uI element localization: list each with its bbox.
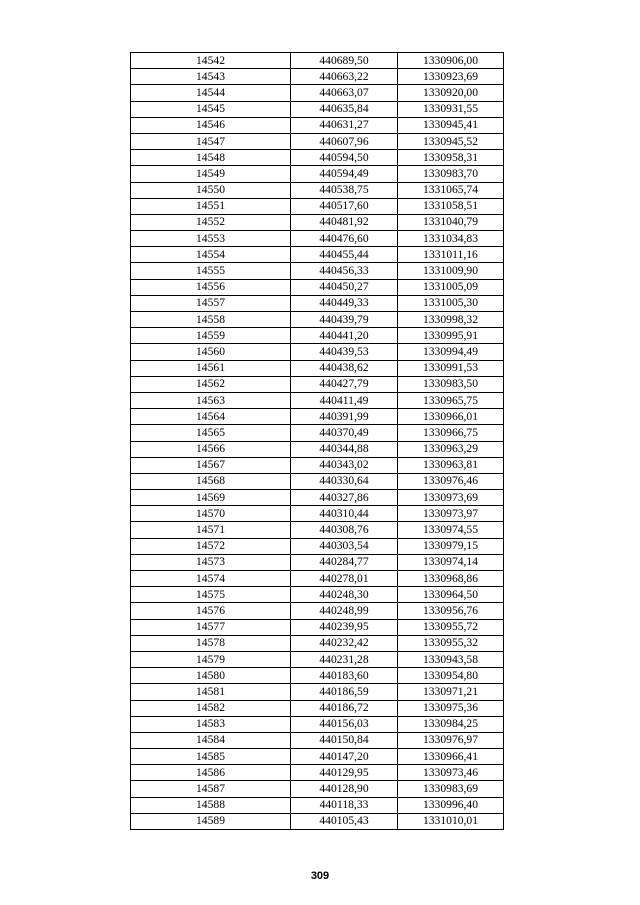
table-row	[131, 392, 504, 408]
table-row	[131, 700, 504, 716]
x-coordinate-cell: 440278,01	[291, 571, 398, 587]
x-coordinate-cell: 440439,79	[291, 312, 398, 328]
point-id-cell: 14581	[131, 684, 291, 700]
y-coordinate-cell: 1330945,52	[398, 133, 504, 149]
table-row	[131, 182, 504, 198]
y-coordinate-cell: 1331011,16	[398, 247, 504, 263]
table-row	[131, 651, 504, 667]
point-id-cell: 14569	[131, 490, 291, 506]
table-row	[131, 732, 504, 748]
point-id-cell: 14583	[131, 716, 291, 732]
coordinates-table	[130, 52, 504, 830]
x-coordinate-cell: 440248,30	[291, 587, 398, 603]
point-id-cell: 14562	[131, 376, 291, 392]
point-id-cell: 14560	[131, 344, 291, 360]
y-coordinate-cell: 1330943,58	[398, 651, 504, 667]
y-coordinate-cell: 1330920,00	[398, 85, 504, 101]
x-coordinate-cell: 440284,77	[291, 554, 398, 570]
x-coordinate-cell: 440186,72	[291, 700, 398, 716]
y-coordinate-cell: 1330998,32	[398, 312, 504, 328]
table-row	[131, 668, 504, 684]
table-row	[131, 716, 504, 732]
x-coordinate-cell: 440330,64	[291, 473, 398, 489]
table-row	[131, 85, 504, 101]
table-row	[131, 295, 504, 311]
x-coordinate-cell: 440449,33	[291, 295, 398, 311]
x-coordinate-cell: 440438,62	[291, 360, 398, 376]
x-coordinate-cell: 440231,28	[291, 651, 398, 667]
x-coordinate-cell: 440455,44	[291, 247, 398, 263]
table-row	[131, 490, 504, 506]
table-row	[131, 684, 504, 700]
table-row	[131, 53, 504, 69]
point-id-cell: 14550	[131, 182, 291, 198]
point-id-cell: 14579	[131, 651, 291, 667]
y-coordinate-cell: 1330974,55	[398, 522, 504, 538]
table-row	[131, 749, 504, 765]
point-id-cell: 14561	[131, 360, 291, 376]
y-coordinate-cell: 1330923,69	[398, 69, 504, 85]
table-row	[131, 263, 504, 279]
x-coordinate-cell: 440594,49	[291, 166, 398, 182]
table-row	[131, 554, 504, 570]
x-coordinate-cell: 440411,49	[291, 392, 398, 408]
y-coordinate-cell: 1330991,53	[398, 360, 504, 376]
point-id-cell: 14586	[131, 765, 291, 781]
point-id-cell: 14577	[131, 619, 291, 635]
point-id-cell: 14578	[131, 635, 291, 651]
y-coordinate-cell: 1330958,31	[398, 150, 504, 166]
table-row	[131, 247, 504, 263]
x-coordinate-cell: 440232,42	[291, 635, 398, 651]
y-coordinate-cell: 1330964,50	[398, 587, 504, 603]
point-id-cell: 14588	[131, 797, 291, 813]
table-row	[131, 117, 504, 133]
point-id-cell: 14575	[131, 587, 291, 603]
point-id-cell: 14565	[131, 425, 291, 441]
y-coordinate-cell: 1331065,74	[398, 182, 504, 198]
x-coordinate-cell: 440427,79	[291, 376, 398, 392]
y-coordinate-cell: 1331034,83	[398, 231, 504, 247]
y-coordinate-cell: 1330976,97	[398, 732, 504, 748]
point-id-cell: 14589	[131, 813, 291, 829]
x-coordinate-cell: 440663,07	[291, 85, 398, 101]
y-coordinate-cell: 1330973,46	[398, 765, 504, 781]
y-coordinate-cell: 1330965,75	[398, 392, 504, 408]
table-row	[131, 603, 504, 619]
y-coordinate-cell: 1330984,25	[398, 716, 504, 732]
table-row	[131, 457, 504, 473]
y-coordinate-cell: 1330994,49	[398, 344, 504, 360]
x-coordinate-cell: 440156,03	[291, 716, 398, 732]
y-coordinate-cell: 1330983,69	[398, 781, 504, 797]
y-coordinate-cell: 1330983,70	[398, 166, 504, 182]
table-row	[131, 101, 504, 117]
x-coordinate-cell: 440439,53	[291, 344, 398, 360]
table-row	[131, 781, 504, 797]
coordinates-table-body	[131, 53, 504, 830]
x-coordinate-cell: 440308,76	[291, 522, 398, 538]
y-coordinate-cell: 1330975,36	[398, 700, 504, 716]
table-row	[131, 797, 504, 813]
point-id-cell: 14552	[131, 214, 291, 230]
x-coordinate-cell: 440663,22	[291, 69, 398, 85]
x-coordinate-cell: 440631,27	[291, 117, 398, 133]
table-row	[131, 69, 504, 85]
table-row	[131, 587, 504, 603]
table-row	[131, 166, 504, 182]
x-coordinate-cell: 440327,86	[291, 490, 398, 506]
point-id-cell: 14558	[131, 312, 291, 328]
x-coordinate-cell: 440607,96	[291, 133, 398, 149]
table-row	[131, 409, 504, 425]
y-coordinate-cell: 1331009,90	[398, 263, 504, 279]
table-row	[131, 571, 504, 587]
table-row	[131, 328, 504, 344]
y-coordinate-cell: 1330971,21	[398, 684, 504, 700]
table-row	[131, 231, 504, 247]
point-id-cell: 14584	[131, 732, 291, 748]
x-coordinate-cell: 440481,92	[291, 214, 398, 230]
point-id-cell: 14585	[131, 749, 291, 765]
table-row	[131, 473, 504, 489]
table-row	[131, 198, 504, 214]
y-coordinate-cell: 1330995,91	[398, 328, 504, 344]
y-coordinate-cell: 1330966,75	[398, 425, 504, 441]
point-id-cell: 14548	[131, 150, 291, 166]
point-id-cell: 14545	[131, 101, 291, 117]
table-row	[131, 344, 504, 360]
y-coordinate-cell: 1330963,29	[398, 441, 504, 457]
x-coordinate-cell: 440105,43	[291, 813, 398, 829]
point-id-cell: 14573	[131, 554, 291, 570]
table-row	[131, 619, 504, 635]
point-id-cell: 14576	[131, 603, 291, 619]
y-coordinate-cell: 1330979,15	[398, 538, 504, 554]
point-id-cell: 14543	[131, 69, 291, 85]
x-coordinate-cell: 440517,60	[291, 198, 398, 214]
page-number: 309	[310, 870, 330, 882]
x-coordinate-cell: 440476,60	[291, 231, 398, 247]
table-row	[131, 425, 504, 441]
y-coordinate-cell: 1330955,32	[398, 635, 504, 651]
y-coordinate-cell: 1330976,46	[398, 473, 504, 489]
y-coordinate-cell: 1331058,51	[398, 198, 504, 214]
point-id-cell: 14559	[131, 328, 291, 344]
y-coordinate-cell: 1330966,41	[398, 749, 504, 765]
y-coordinate-cell: 1330966,01	[398, 409, 504, 425]
y-coordinate-cell: 1331005,09	[398, 279, 504, 295]
y-coordinate-cell: 1330931,55	[398, 101, 504, 117]
x-coordinate-cell: 440183,60	[291, 668, 398, 684]
point-id-cell: 14574	[131, 571, 291, 587]
table-row	[131, 214, 504, 230]
x-coordinate-cell: 440118,33	[291, 797, 398, 813]
point-id-cell: 14566	[131, 441, 291, 457]
x-coordinate-cell: 440538,75	[291, 182, 398, 198]
table-row	[131, 441, 504, 457]
x-coordinate-cell: 440147,20	[291, 749, 398, 765]
point-id-cell: 14563	[131, 392, 291, 408]
point-id-cell: 14556	[131, 279, 291, 295]
point-id-cell: 14555	[131, 263, 291, 279]
table-row	[131, 312, 504, 328]
point-id-cell: 14542	[131, 53, 291, 69]
y-coordinate-cell: 1330974,14	[398, 554, 504, 570]
x-coordinate-cell: 440303,54	[291, 538, 398, 554]
x-coordinate-cell: 440128,90	[291, 781, 398, 797]
x-coordinate-cell: 440441,20	[291, 328, 398, 344]
table-row	[131, 506, 504, 522]
point-id-cell: 14557	[131, 295, 291, 311]
x-coordinate-cell: 440456,33	[291, 263, 398, 279]
y-coordinate-cell: 1330973,69	[398, 490, 504, 506]
point-id-cell: 14564	[131, 409, 291, 425]
x-coordinate-cell: 440343,02	[291, 457, 398, 473]
y-coordinate-cell: 1330955,72	[398, 619, 504, 635]
y-coordinate-cell: 1331005,30	[398, 295, 504, 311]
x-coordinate-cell: 440635,84	[291, 101, 398, 117]
x-coordinate-cell: 440129,95	[291, 765, 398, 781]
table-row	[131, 813, 504, 829]
x-coordinate-cell: 440150,84	[291, 732, 398, 748]
point-id-cell: 14572	[131, 538, 291, 554]
point-id-cell: 14567	[131, 457, 291, 473]
y-coordinate-cell: 1331040,79	[398, 214, 504, 230]
x-coordinate-cell: 440594,50	[291, 150, 398, 166]
y-coordinate-cell: 1330968,86	[398, 571, 504, 587]
point-id-cell: 14553	[131, 231, 291, 247]
x-coordinate-cell: 440248,99	[291, 603, 398, 619]
table-row	[131, 133, 504, 149]
y-coordinate-cell: 1330983,50	[398, 376, 504, 392]
point-id-cell: 14554	[131, 247, 291, 263]
point-id-cell: 14587	[131, 781, 291, 797]
point-id-cell: 14568	[131, 473, 291, 489]
x-coordinate-cell: 440344,88	[291, 441, 398, 457]
y-coordinate-cell: 1331010,01	[398, 813, 504, 829]
table-row	[131, 279, 504, 295]
point-id-cell: 14549	[131, 166, 291, 182]
point-id-cell: 14544	[131, 85, 291, 101]
point-id-cell: 14546	[131, 117, 291, 133]
table-row	[131, 150, 504, 166]
point-id-cell: 14580	[131, 668, 291, 684]
y-coordinate-cell: 1330906,00	[398, 53, 504, 69]
table-row	[131, 360, 504, 376]
point-id-cell: 14582	[131, 700, 291, 716]
table-row	[131, 635, 504, 651]
x-coordinate-cell: 440391,99	[291, 409, 398, 425]
point-id-cell: 14551	[131, 198, 291, 214]
y-coordinate-cell: 1330956,76	[398, 603, 504, 619]
y-coordinate-cell: 1330996,40	[398, 797, 504, 813]
x-coordinate-cell: 440370,49	[291, 425, 398, 441]
x-coordinate-cell: 440239,95	[291, 619, 398, 635]
point-id-cell: 14547	[131, 133, 291, 149]
table-row	[131, 765, 504, 781]
y-coordinate-cell: 1330963,81	[398, 457, 504, 473]
x-coordinate-cell: 440450,27	[291, 279, 398, 295]
y-coordinate-cell: 1330945,41	[398, 117, 504, 133]
y-coordinate-cell: 1330973,97	[398, 506, 504, 522]
x-coordinate-cell: 440689,50	[291, 53, 398, 69]
x-coordinate-cell: 440310,44	[291, 506, 398, 522]
y-coordinate-cell: 1330954,80	[398, 668, 504, 684]
point-id-cell: 14570	[131, 506, 291, 522]
x-coordinate-cell: 440186,59	[291, 684, 398, 700]
table-row	[131, 538, 504, 554]
table-row	[131, 376, 504, 392]
point-id-cell: 14571	[131, 522, 291, 538]
table-row	[131, 522, 504, 538]
